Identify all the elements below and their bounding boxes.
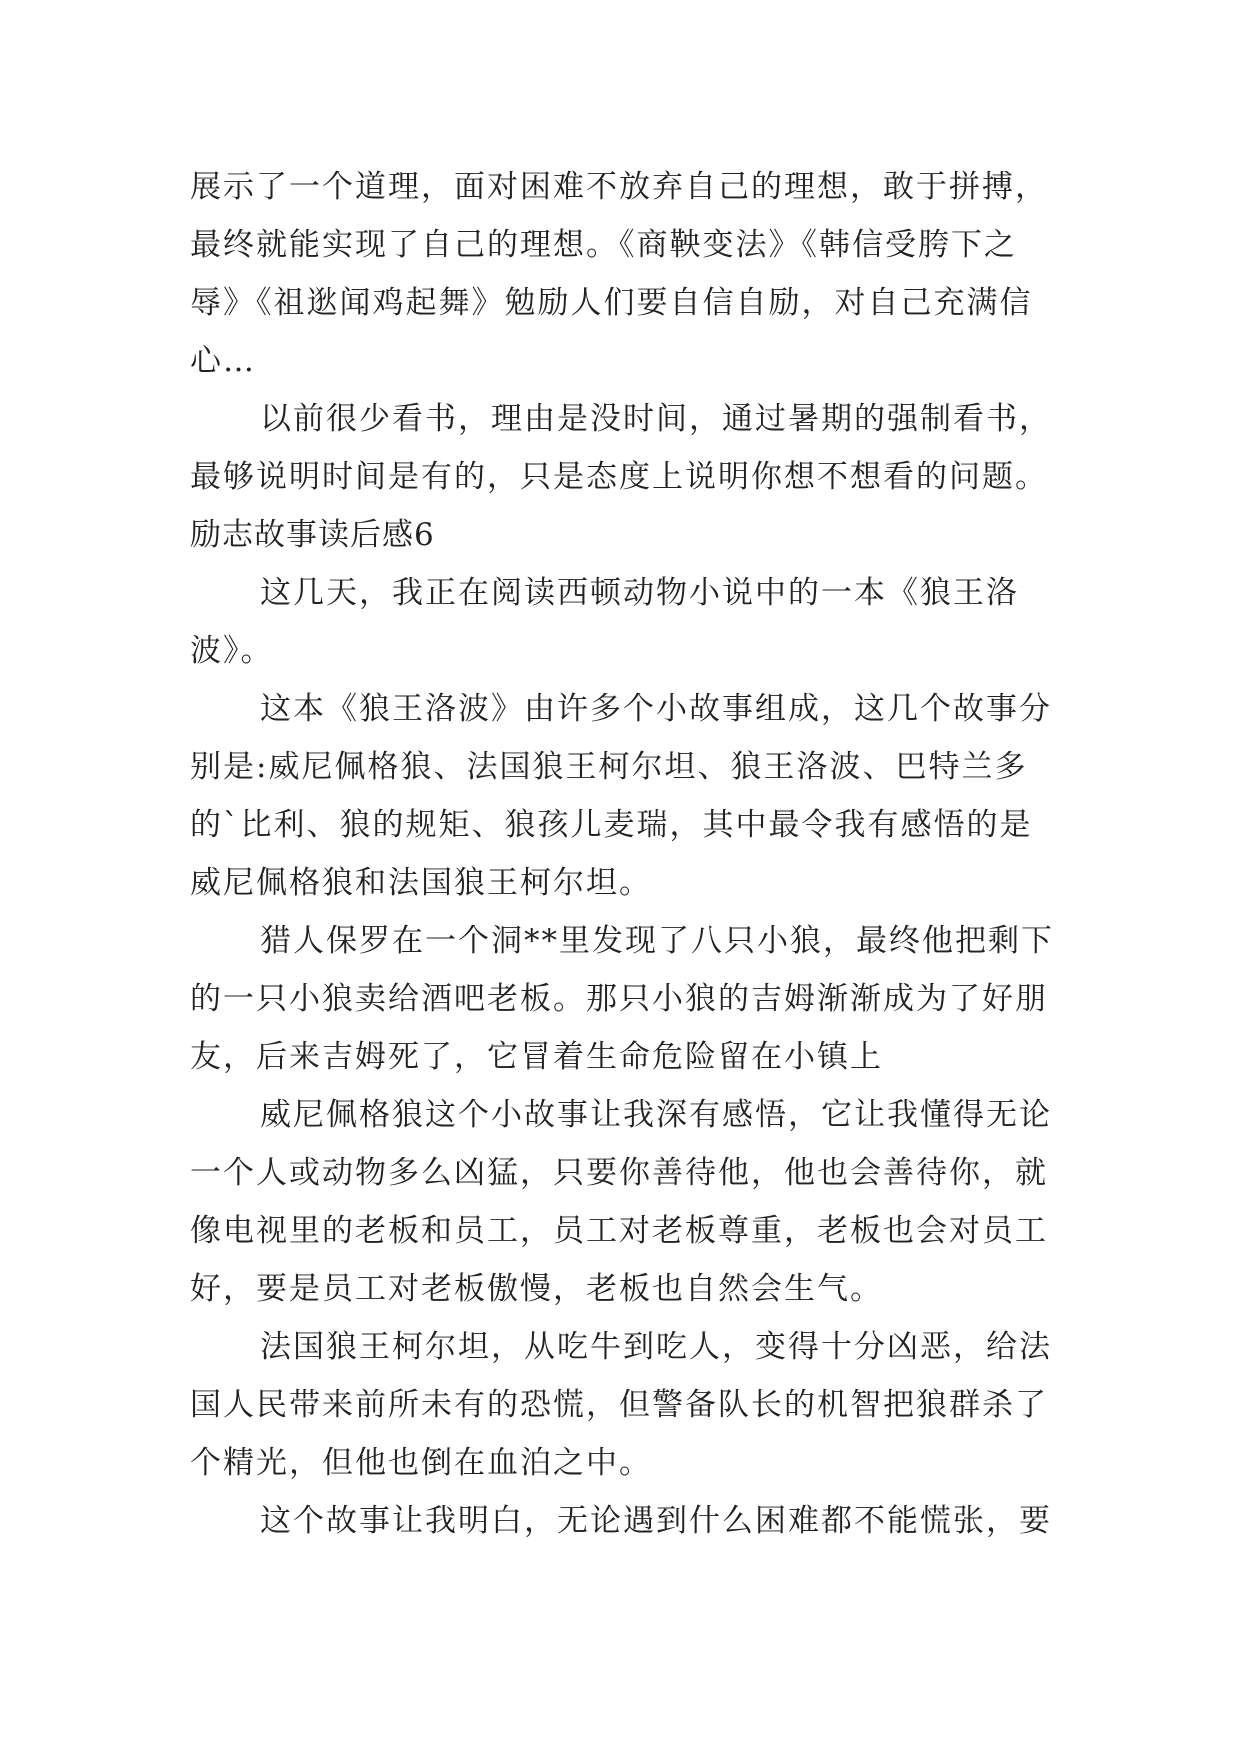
text-line: 个精光，但他也倒在血泊之中。	[190, 1445, 652, 1481]
text-line: 好，要是员工对老板傲慢，老板也自然会生气。	[190, 1271, 883, 1307]
paragraph-first-line: 猎人保罗在一个洞**里发现了八只小狼，最终他把剩下	[260, 923, 1054, 959]
text-line: 最够说明时间是有的，只是态度上说明你想不想看的问题。	[190, 459, 1048, 495]
text-line: 最终就能实现了自己的理想。《商鞅变法》《韩信受胯下之	[190, 227, 1017, 263]
paragraph-first-line: 法国狼王柯尔坦，从吃牛到吃人，变得十分凶恶，给法	[260, 1329, 1052, 1365]
text-line: 一个人或动物多么凶猛，只要你善待他，他也会善待你，就	[190, 1155, 1048, 1191]
text-line: 展示了一个道理，面对困难不放弃自己的理想，敢于拼搏，	[190, 169, 1048, 205]
text-line: 波》。	[190, 633, 274, 669]
paragraph-first-line: 这本《狼王洛波》由许多个小故事组成，这几个故事分	[260, 691, 1052, 727]
text-line: 心…	[190, 343, 256, 379]
paragraph-first-line: 威尼佩格狼这个小故事让我深有感悟，它让我懂得无论	[260, 1097, 1052, 1133]
text-line: 友，后来吉姆死了，它冒着生命危险留在小镇上	[190, 1039, 883, 1075]
text-line: 的一只小狼卖给酒吧老板。那只小狼的吉姆渐渐成为了好朋	[190, 981, 1048, 1017]
text-line: 的`比利、狼的规矩、狼孩儿麦瑞，其中最令我有感悟的是	[190, 807, 1033, 843]
text-line: 辱》《祖逖闻鸡起舞》勉励人们要自信自励，对自己充满信	[190, 285, 1033, 321]
text-line: 像电视里的老板和员工，员工对老板尊重，老板也会对员工	[190, 1213, 1048, 1249]
text-line: 威尼佩格狼和法国狼王柯尔坦。	[190, 865, 652, 901]
paragraph-first-line: 以前很少看书，理由是没时间，通过暑期的强制看书，	[260, 401, 1052, 437]
text-line: 别是:威尼佩格狼、法国狼王柯尔坦、狼王洛波、巴特兰多	[190, 749, 1028, 785]
document-body	[190, 158, 1054, 1550]
paragraph-first-line: 这个故事让我明白，无论遇到什么困难都不能慌张，要	[260, 1503, 1052, 1539]
paragraph-first-line: 这几天，我正在阅读西顿动物小说中的一本《狼王洛	[260, 575, 1019, 611]
text-line: 国人民带来前所未有的恐慌，但警备队长的机智把狼群杀了	[190, 1387, 1048, 1423]
section-heading: 励志故事读后感6	[190, 517, 435, 553]
